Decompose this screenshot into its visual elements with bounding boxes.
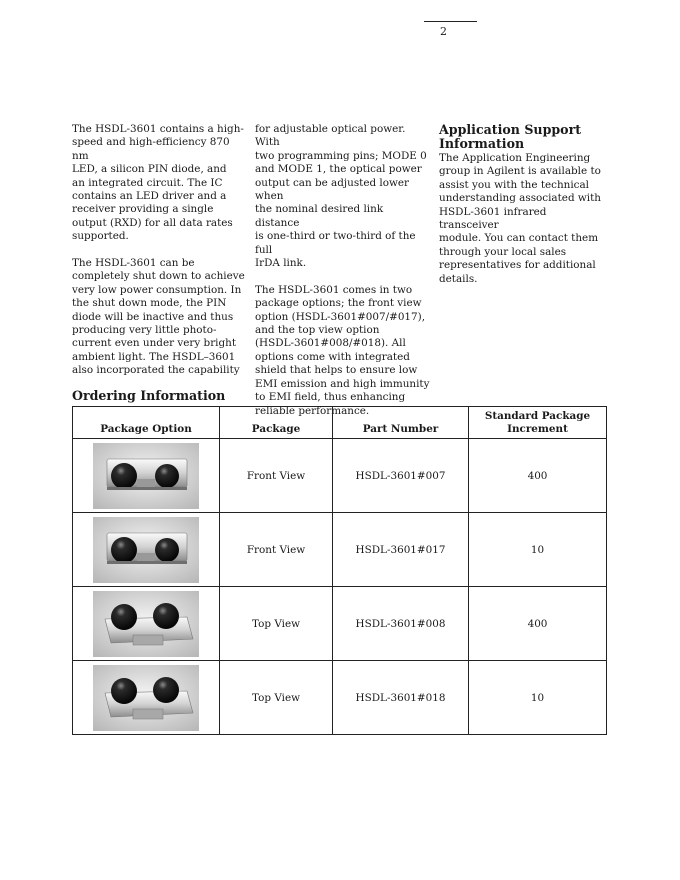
part-number-cell: HSDL-3601#007 <box>333 439 469 513</box>
table-header-row <box>73 407 607 439</box>
table-row <box>73 439 607 513</box>
part-number-cell: HSDL-3601#018 <box>333 661 469 735</box>
table-row <box>73 587 607 661</box>
column-header: Standard Package Increment <box>469 407 607 439</box>
application-support-heading: Application Support Information <box>439 122 582 151</box>
page-number: 2 <box>440 25 447 38</box>
paragraph: The HSDL-3601 comes in two package options; the front view option (HSDL-3601#007/#017), and the top view option (HSDL-3601#008/#018). All options come with integrated shield that helps to ensure low EMI emission and high immunity to EMI field, thus enhancing reliable performance. <box>255 283 430 417</box>
package-photo-cell <box>73 587 220 661</box>
package-photo-cell <box>73 439 220 513</box>
part-number-cell: HSDL-3601#017 <box>333 513 469 587</box>
increment-cell: 400 <box>469 439 607 513</box>
front-view-package-photo <box>93 517 199 583</box>
part-number-cell: HSDL-3601#008 <box>333 587 469 661</box>
top-view-package-photo <box>93 591 199 657</box>
column-header: Package Option <box>73 407 220 439</box>
top-view-package-photo <box>93 665 199 731</box>
package-cell: Top View <box>220 661 333 735</box>
text-column-3 <box>439 123 609 299</box>
package-cell: Top View <box>220 587 333 661</box>
text-column-1 <box>72 123 247 391</box>
front-view-package-photo <box>93 443 199 509</box>
package-photo-cell <box>73 661 220 735</box>
package-cell: Front View <box>220 439 333 513</box>
increment-cell: 10 <box>469 661 607 735</box>
header-rule <box>424 21 477 22</box>
paragraph: The Application Engineering group in Agilent is available to assist you with the technical understanding associated with HSDL-3601 infrared transceiver module. You can contact them through your local sales representatives for additional details. <box>439 152 601 285</box>
increment-cell: 400 <box>469 587 607 661</box>
package-cell: Front View <box>220 513 333 587</box>
package-photo-cell <box>73 513 220 587</box>
ordering-information-title: Ordering Information <box>72 388 226 403</box>
paragraph: The HSDL-3601 can be completely shut down to achieve very low power consumption. In the shut down mode, the PIN diode will be inactive and thus producing very little photo- current even under very bright ambient light. The HSDL–3601 also incorporated the capability <box>72 257 245 377</box>
ordering-table <box>72 406 607 735</box>
table-row <box>73 661 607 735</box>
column-header: Package <box>220 407 333 439</box>
table-row <box>73 513 607 587</box>
text-column-2 <box>255 123 430 431</box>
increment-cell: 10 <box>469 513 607 587</box>
paragraph: The HSDL-3601 contains a high- speed and high-efficiency 870 nm LED, a silicon PIN diode, and an integrated circuit. The IC contains an LED driver and a receiver providing a single output (RXD) for all data rates supported. <box>72 123 244 243</box>
column-header: Part Number <box>333 407 469 439</box>
paragraph: for adjustable optical power. With two programming pins; MODE 0 and MODE 1, the optical power output can be adjusted lower when the nominal desired link distance is one-third or two-third of the full IrDA link. <box>255 123 427 270</box>
